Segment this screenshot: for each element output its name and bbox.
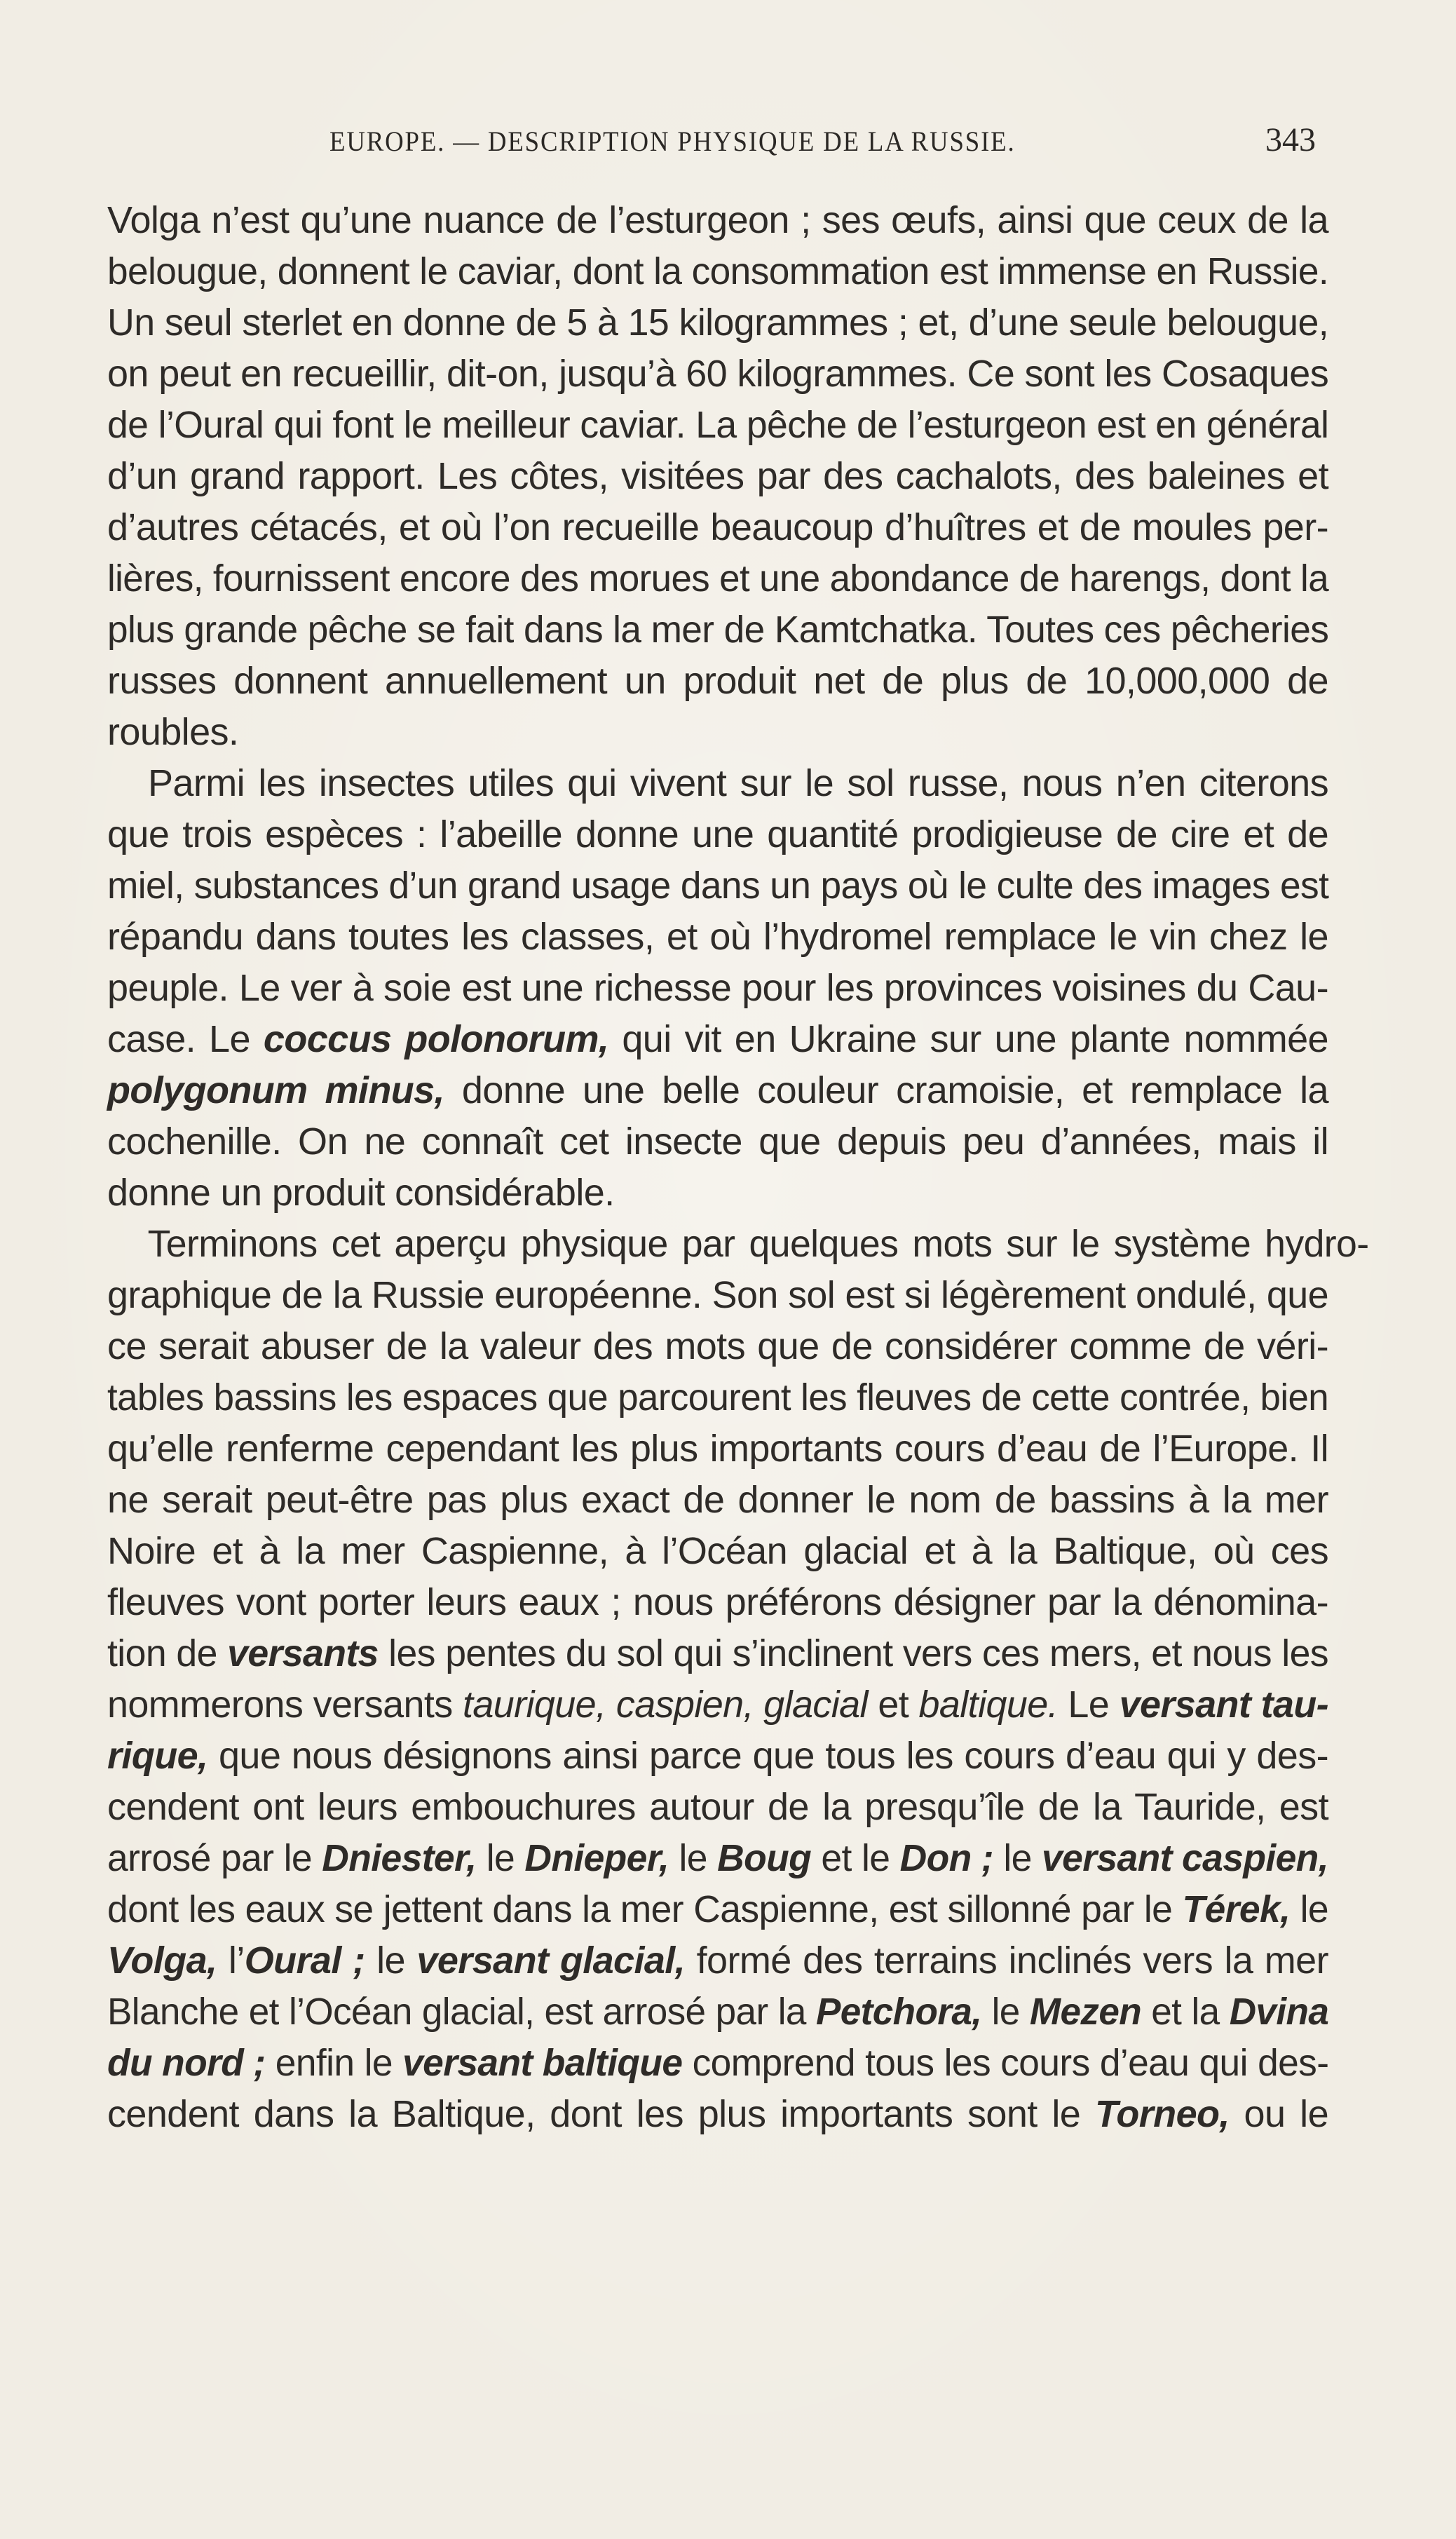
text-line: fleuves vont porter leurs eaux ; nous préférons désigner par la dénomina- — [107, 1581, 1328, 1623]
text-line: nommerons versants taurique, caspien, glacial et baltique. Le versant tau- — [107, 1684, 1329, 1726]
text-line: Volga n’est qu’une nuance de l’esturgeon ; ses œufs, ainsi que ceux de la — [107, 199, 1328, 241]
text-line: polygonum minus, donne une belle couleur cramoisie, et remplace la — [107, 1069, 1328, 1111]
text-line: Blanche et l’Océan glacial, est arrosé par la Petchora, le Mezen et la Dvina — [107, 1991, 1329, 2033]
text-line: tables bassins les espaces que parcourent les fleuves de cette contrée, bien — [107, 1376, 1329, 1419]
term-italic: taurique, caspien, glacial — [463, 1684, 868, 1726]
river-name-italic: Petchora, — [815, 1991, 982, 2033]
text-line: case. Le coccus polonorum, qui vit en Ukraine sur une plante nommée — [107, 1018, 1328, 1060]
text-line: tion de versants les pentes du sol qui s’inclinent vers ces mers, et nous les — [107, 1632, 1329, 1674]
river-name-italic: Don ; — [899, 1837, 994, 1879]
body-text — [107, 195, 1369, 2140]
term-italic: versants — [227, 1632, 379, 1674]
text-line: ce serait abuser de la valeur des mots que de considérer comme de véri- — [107, 1325, 1328, 1367]
text-line: Parmi les insectes utiles qui vivent sur le sol russe, nous n’en citerons — [148, 762, 1328, 804]
text-line: Noire et à la mer Caspienne, à l’Océan glacial et à la Baltique, où ces — [107, 1530, 1328, 1572]
river-name-italic: Dniester, — [322, 1837, 477, 1879]
text-line: peuple. Le ver à soie est une richesse pour les provinces voisines du Cau- — [107, 967, 1328, 1009]
text-line: Terminons cet aperçu physique par quelques mots sur le système hydro- — [147, 1223, 1369, 1265]
species-name-italic: coccus polonorum, — [263, 1018, 609, 1060]
text-line: lières, fournissent encore des morues et une abondance de harengs, dont la — [107, 557, 1328, 600]
text-line: on peut en recueillir, dit-on, jusqu’à 60 kilogrammes. Ce sont les Cosaques — [107, 353, 1329, 395]
text-line: belougue, donnent le caviar, dont la consommation est immense en Russie. — [107, 250, 1329, 292]
text-line: russes donnent annuellement un produit net de plus de 10,000,000 de — [107, 660, 1328, 702]
term-italic: baltique. — [918, 1684, 1058, 1726]
river-name-italic: Boug — [717, 1837, 812, 1879]
text-line: roubles. — [107, 711, 239, 753]
text-line: plus grande pêche se fait dans la mer de Kamtchatka. Toutes ces pêcheries — [107, 609, 1329, 651]
river-name-italic: Torneo, — [1095, 2093, 1230, 2135]
text-line: cendent ont leurs embouchures autour de la presqu’île de la Tauride, est — [107, 1786, 1328, 1828]
text-line: d’autres cétacés, et où l’on recueille beaucoup d’huîtres et de moules per- — [107, 506, 1328, 548]
river-name-italic: du nord ; — [107, 2042, 266, 2084]
text-line: cochenille. On ne connaît cet insecte que depuis peu d’années, mais il — [107, 1120, 1328, 1163]
species-name-italic: polygonum minus, — [107, 1069, 444, 1111]
river-name-italic: Oural ; — [244, 1939, 365, 1982]
river-name-italic: Térek, — [1182, 1888, 1291, 1930]
text-line: de l’Oural qui font le meilleur caviar. La pêche de l’esturgeon est en général — [107, 404, 1329, 446]
term-italic: versant tau- — [1119, 1684, 1329, 1726]
page-number: 343 — [1265, 121, 1316, 158]
river-name-italic: Mezen — [1029, 1991, 1142, 2033]
text-line: que trois espèces : l’abeille donne une quantité prodigieuse de cire et de — [107, 813, 1328, 855]
text-line: Un seul sterlet en donne de 5 à 15 kilogrammes ; et, d’une seule belougue, — [107, 302, 1329, 344]
term-italic: versant baltique — [402, 2042, 683, 2084]
term-italic: versant caspien, — [1042, 1837, 1328, 1879]
text-line: arrosé par le Dniester, le Dnieper, le Boug et le Don ; le versant caspien, — [107, 1837, 1328, 1879]
text-line: ne serait peut-être pas plus exact de donner le nom de bassins à la mer — [107, 1479, 1328, 1521]
river-name-italic: Dvina — [1229, 1991, 1329, 2033]
term-italic: rique, — [107, 1735, 208, 1777]
text-line: Volga, l’Oural ; le versant glacial, formé des terrains inclinés vers la mer — [107, 1939, 1328, 1982]
text-line: dont les eaux se jettent dans la mer Caspienne, est sillonné par le Térek, le — [107, 1888, 1328, 1930]
river-name-italic: Dnieper, — [524, 1837, 669, 1879]
text-line: d’un grand rapport. Les côtes, visitées par des cachalots, des baleines et — [107, 455, 1328, 497]
running-title: EUROPE. — DESCRIPTION PHYSIQUE DE LA RUSSIE. — [329, 126, 1016, 157]
text-line: graphique de la Russie européenne. Son sol est si légèrement ondulé, que — [107, 1274, 1329, 1316]
text-line: donne un produit considérable. — [107, 1172, 615, 1214]
term-italic: versant glacial, — [416, 1939, 686, 1982]
page-header — [105, 121, 1351, 167]
text-line: répandu dans toutes les classes, et où l’hydromel remplace le vin chez le — [107, 916, 1328, 958]
text-line: du nord ; enfin le versant baltique comprend tous les cours d’eau qui des- — [107, 2042, 1329, 2084]
text-line: qu’elle renferme cependant les plus importants cours d’eau de l’Europe. Il — [107, 1428, 1328, 1470]
text-line: miel, substances d’un grand usage dans un pays où le culte des images est — [107, 865, 1329, 907]
text-line: rique, que nous désignons ainsi parce que tous les cours d’eau qui y des- — [107, 1735, 1328, 1777]
text-line: cendent dans la Baltique, dont les plus importants sont le Torneo, ou le — [107, 2093, 1329, 2135]
river-name-italic: Volga, — [107, 1939, 217, 1982]
